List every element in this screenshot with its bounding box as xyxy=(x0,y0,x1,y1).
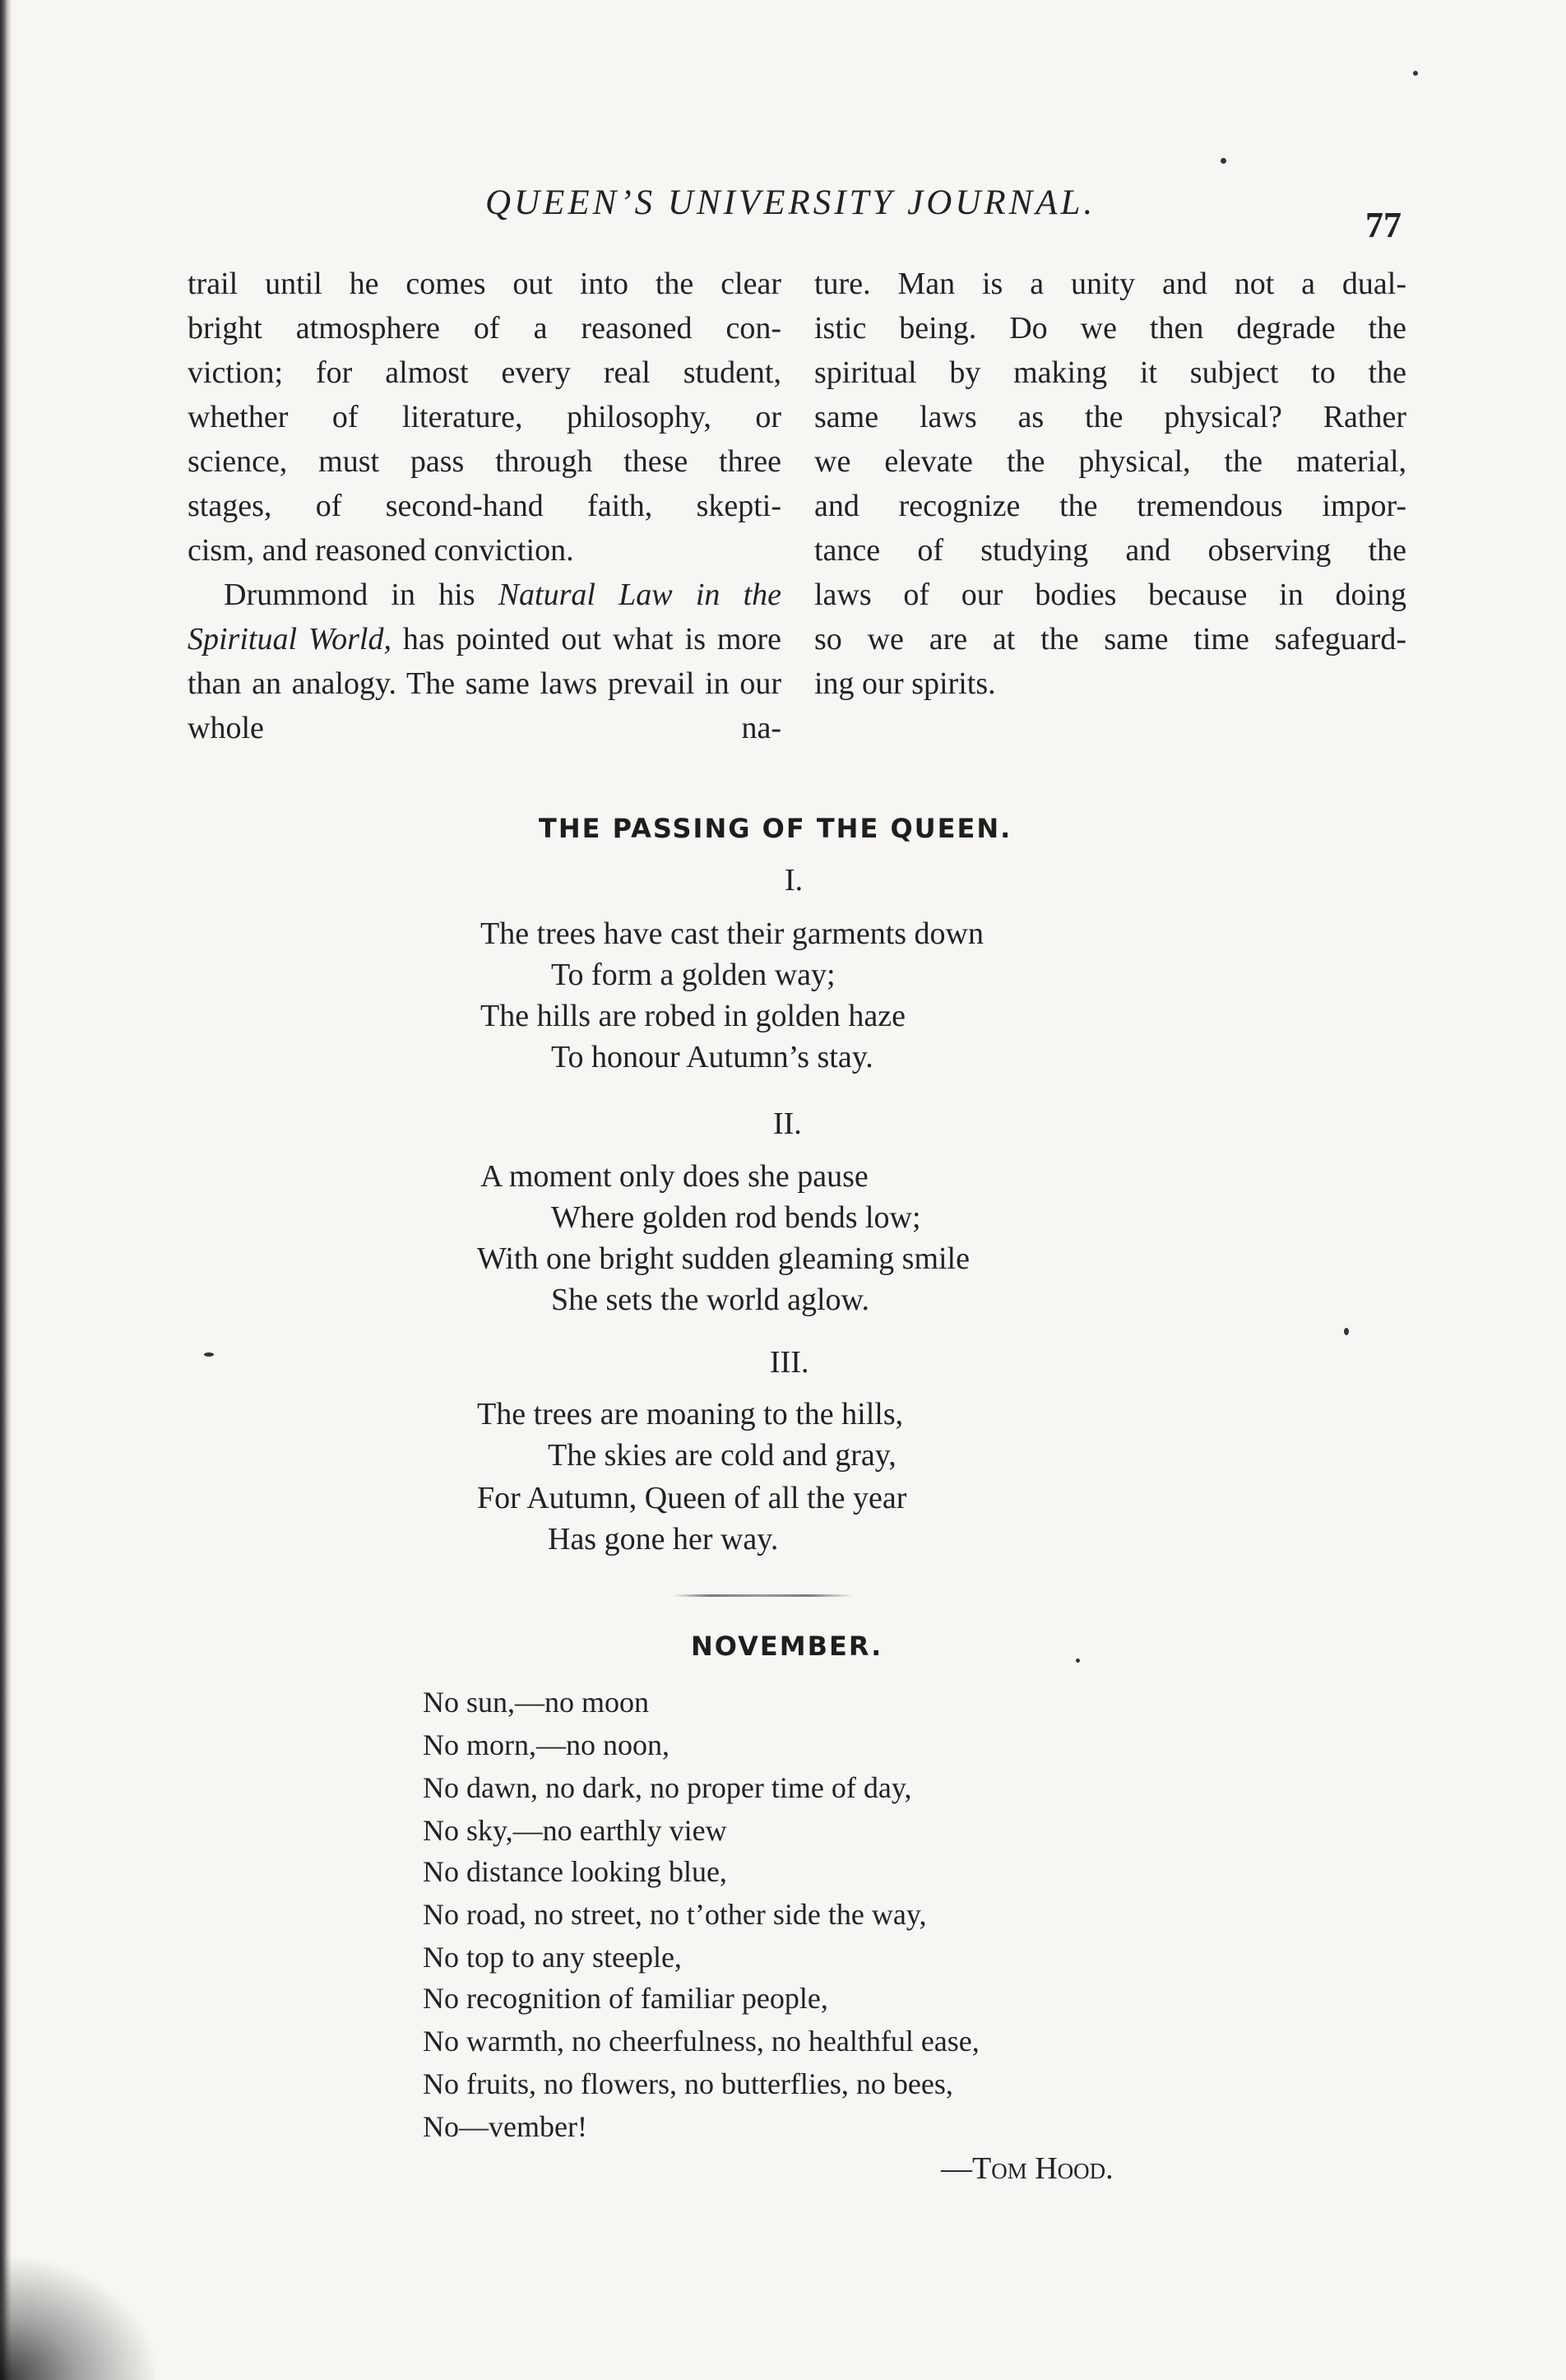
essay-line: we elevate the physical, the material, xyxy=(814,444,1406,479)
essay-line: trail until he comes out into the clear xyxy=(188,267,781,301)
poem-line: Where golden rod bends low; xyxy=(551,1200,921,1235)
essay-line: tance of studying and observing the xyxy=(814,533,1406,568)
november-line: No warmth, no cheerfulness, no healthful ease, xyxy=(423,2025,980,2058)
stanza-number: I. xyxy=(785,863,804,898)
poem-line: She sets the world aglow. xyxy=(551,1283,869,1317)
essay-paragraph-2 xyxy=(188,573,781,750)
november-line: No sky,—no earthly view xyxy=(423,1814,727,1847)
november-line: No—vember! xyxy=(423,2110,587,2143)
essay-line: laws of our bodies because in doing xyxy=(814,578,1406,612)
poem-title: THE PASSING OF THE QUEEN. xyxy=(539,813,1012,844)
running-title: QUEEN’S UNIVERSITY JOURNAL. xyxy=(485,183,1096,222)
poem-line: To form a golden way; xyxy=(551,958,836,992)
poem-line: The trees have cast their garments down xyxy=(480,916,984,951)
scan-speck xyxy=(204,1352,214,1357)
scan-corner-shadow xyxy=(0,2257,156,2380)
section-divider xyxy=(673,1594,854,1597)
essay-text: Drummond in his xyxy=(224,578,498,612)
stanza-number: II. xyxy=(773,1106,802,1141)
scan-speck xyxy=(1076,1659,1080,1663)
book-title: Natural Law in the Spiritual World, xyxy=(188,578,781,656)
poem-line: The skies are cold and gray, xyxy=(548,1438,897,1473)
essay-line: ture. Man is a unity and not a dual- xyxy=(814,267,1406,301)
scan-speck xyxy=(1344,1328,1349,1335)
stanza-number: III. xyxy=(770,1345,809,1380)
page-binding-edge xyxy=(0,0,12,2380)
november-line: No top to any steeple, xyxy=(423,1941,682,1974)
poem-line: Has gone her way. xyxy=(548,1522,779,1557)
essay-left-column xyxy=(188,262,781,750)
november-line: No morn,—no noon, xyxy=(423,1728,669,1761)
essay-line: science, must pass through these three xyxy=(188,444,781,479)
november-line: No sun,—no moon xyxy=(423,1686,650,1719)
november-line: No distance looking blue, xyxy=(423,1855,727,1888)
essay-line: istic being. Do we then degrade the xyxy=(814,311,1406,346)
november-line: No road, no street, no t’other side the way, xyxy=(423,1898,927,1931)
essay-line: bright atmosphere of a reasoned con- xyxy=(188,311,781,346)
scan-speck xyxy=(1413,71,1418,76)
essay-line: ing our spirits. xyxy=(814,666,996,701)
november-line: No dawn, no dark, no proper time of day, xyxy=(423,1771,912,1804)
essay-line: and recognize the tremendous impor- xyxy=(814,489,1406,523)
essay-text: has pointed out what is more than an analogy. The same laws prevail in our whole na- xyxy=(188,622,782,745)
essay-line: viction; for almost every real student, xyxy=(188,355,781,390)
poem-line: With one bright sudden gleaming smile xyxy=(477,1241,970,1276)
november-title: NOVEMBER. xyxy=(691,1631,883,1662)
essay-line: spiritual by making it subject to the xyxy=(814,355,1406,390)
poem-line: To honour Autumn’s stay. xyxy=(551,1040,873,1074)
poem-line: For Autumn, Queen of all the year xyxy=(477,1481,907,1515)
november-line: No recognition of familiar people, xyxy=(423,1982,828,2015)
november-line: No fruits, no flowers, no butterflies, no bees, xyxy=(423,2067,953,2100)
essay-line: whether of literature, philosophy, or xyxy=(188,400,781,434)
essay-right-column xyxy=(814,262,1406,706)
poem-attribution: —Tom Hood. xyxy=(941,2151,1114,2186)
scan-speck xyxy=(1221,158,1226,164)
essay-line: stages, of second-hand faith, skepti- xyxy=(188,489,781,523)
page-number: 77 xyxy=(1365,205,1402,245)
poem-line: A moment only does she pause xyxy=(480,1159,869,1194)
essay-line: same laws as the physical? Rather xyxy=(814,400,1406,434)
poem-line: The trees are moaning to the hills, xyxy=(477,1397,904,1431)
essay-line: so we are at the same time safeguard- xyxy=(814,622,1406,656)
poem-line: The hills are robed in golden haze xyxy=(480,999,906,1033)
essay-line: cism, and reasoned conviction. xyxy=(188,533,574,568)
essay-paragraph-1 xyxy=(188,262,781,573)
essay-paragraph-2-continued xyxy=(814,262,1406,706)
